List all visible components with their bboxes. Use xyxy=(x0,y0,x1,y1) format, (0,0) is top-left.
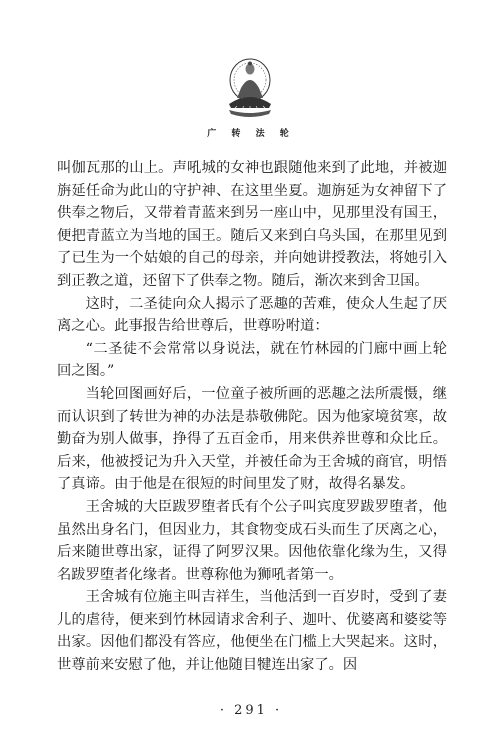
paragraph: 王舍城有位施主叫吉祥生，当他活到一百岁时，受到了妻儿的虐待，便来到竹林园请求舍利子、迦叶、优婆离和婆娑等出家。因他们都没有答应，他便坐在门槛上大哭起来。这时，世尊前来安慰了他，并让他随目犍连出家了。因 xyxy=(57,589,447,674)
running-header: 广 转 法 轮 xyxy=(207,129,295,139)
paragraph: 王舍城的大臣跋罗堕者氏有个公子叫宾度罗跋罗堕者，他虽然出身名门，但因业力，其食物变成石头而生了厌离之心，后来随世尊出家，证得了阿罗汉果。因他依靠化缘为生，又得名跋罗堕者化缘者。世尊称他为狮吼者第一。 xyxy=(57,498,447,583)
page-number: · 291 · xyxy=(219,703,283,718)
paragraph: “二圣徒不会常常以身说法，就在竹林园的门廊中画上轮回之图。” xyxy=(57,340,447,380)
buddha-illustration xyxy=(221,58,279,120)
body-text xyxy=(57,157,447,677)
paragraph: 叫伽瓦那的山上。声吼城的女神也跟随他来到了此地，并被迦旃延任命为此山的守护神、在这里坐夏。迦旃延为女神留下了供奉之物后，又带着青蓝来到另一座山中，见那里没有国王，便把青蓝立为当地的国王。随后又来到白乌头国，在那里见到了已生为一个姑娘的自己的母亲，并向她讲授教法，将她引入到正教之道，还留下了供奉之物。随后，渐次来到舍卫国。 xyxy=(57,160,447,289)
paragraph: 当轮回图画好后，一位童子被所画的恶趣之法所震慑，继而认识到了转世为神的办法是恭敬佛陀。因为他家境贫寒，故勤奋为别人做事，挣得了五百金币，用来供养世尊和众比丘。后来，他被授记为升入天堂，并被任命为王舍城的商官，明悟了真谛。由于他是在很短的时间里发了财，故得名暴发。 xyxy=(57,385,447,493)
paragraph: 这时，二圣徒向众人揭示了恶趣的苦难，使众人生起了厌离之心。此事报告给世尊后，世尊吩咐道： xyxy=(57,295,447,335)
